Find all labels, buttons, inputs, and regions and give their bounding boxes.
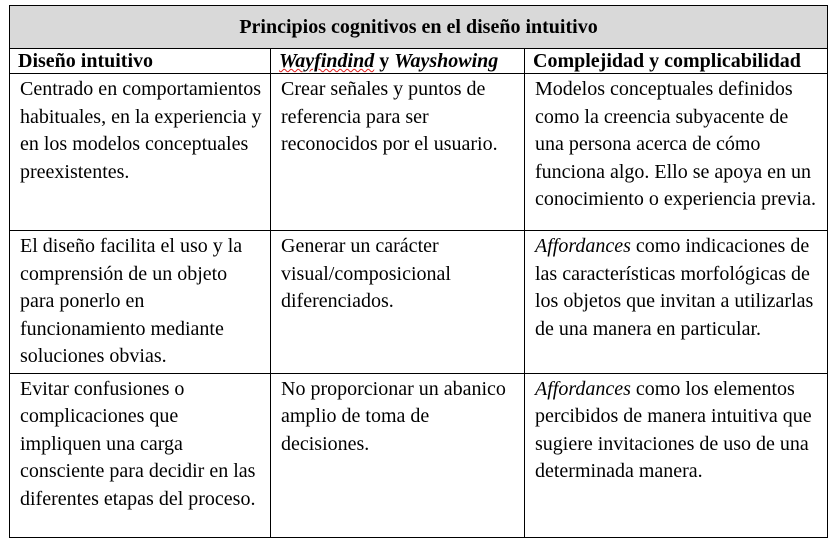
table-cell [525,231,828,374]
table-cell: El diseño facilita el uso y la comprensión de un objeto para ponerlo en funcionamiento mediante soluciones obvias. [10,231,271,374]
table-cell: No proporcionar un abanico amplio de toma de decisiones. [271,373,525,537]
table-cell [525,373,828,537]
table-header-row [10,49,828,74]
header-join-word: y [374,50,395,72]
table-row [10,74,828,231]
header-wayfinding-wayshowing [271,49,525,74]
table-cell: Centrado en comportamientos habituales, en la experiencia y en los modelos conceptuales preexistentes. [10,74,271,231]
table-cell: Crear señales y puntos de referencia para ser reconocidos por el usuario. [271,74,525,231]
table-title-row [10,6,828,49]
affordances-term: Affordances [535,377,631,400]
table-title: Principios cognitivos en el diseño intuitivo [10,6,828,49]
table-cell: Generar un carácter visual/composicional diferenciados. [271,231,525,374]
header-diseno-intuitivo: Diseño intuitivo [10,49,271,74]
header-wayfindind-term: Wayfindind [279,50,375,72]
table-row [10,373,828,537]
table-row [10,231,828,374]
cell-text: como los elementos percibidos de manera intuitiva que sugiere invitaciones de uso de una determinada manera. [535,377,812,482]
principles-table [9,5,828,538]
affordances-term: Affordances [535,235,631,257]
header-wayshowing-term: Wayshowing [394,50,499,72]
document-page [9,5,827,538]
table-cell: Modelos conceptuales definidos como la creencia subyacente de una persona acerca de cómo funciona algo. Ello se apoya en un conocimiento o experiencia previa. [525,74,828,231]
table-cell: Evitar confusiones o complicaciones que impliquen una carga consciente para decidir en las diferentes etapas del proceso. [10,373,271,537]
header-complejidad: Complejidad y complicabilidad [525,49,828,74]
cell-text: como indicaciones de las características morfológicas de los objetos que invitan a utilizarlas de una manera en particular. [535,235,814,340]
